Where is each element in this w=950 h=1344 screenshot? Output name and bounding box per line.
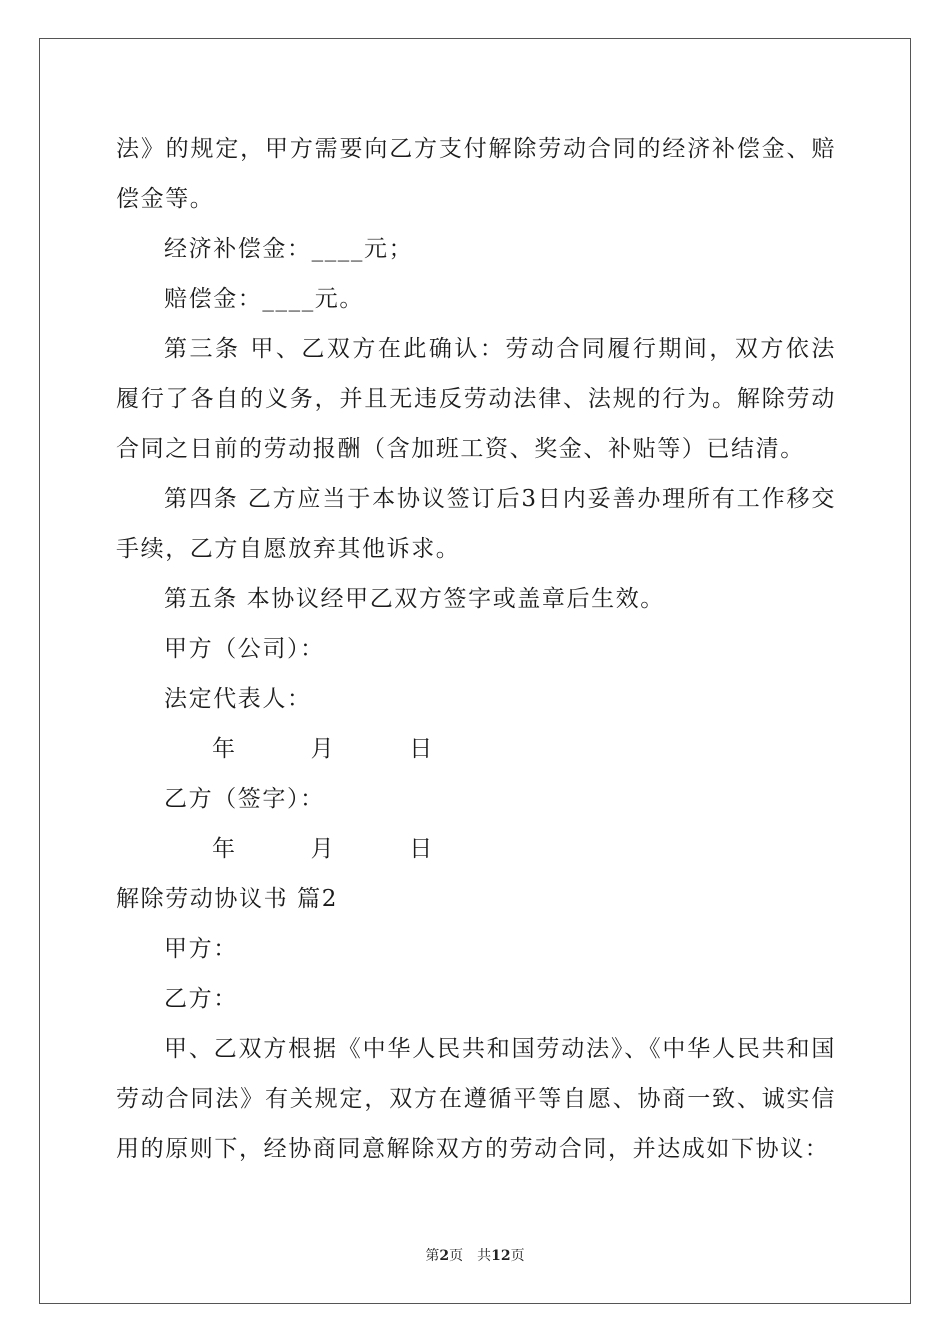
- date-line-party-a: [116, 724, 836, 774]
- date-day-label: 日: [409, 736, 434, 762]
- party-b-label: 乙方：: [164, 986, 238, 1012]
- article-4: 第四条 乙方应当于本协议签订后3日内妥善办理所有工作移交手续，乙方自愿放弃其他诉求。: [116, 486, 836, 562]
- legal-representative-signature: 法定代表人：: [164, 686, 312, 712]
- date-day-label: 日: [409, 836, 434, 862]
- section-heading: 解除劳动协议书 篇2: [116, 886, 338, 912]
- party-a-label: 甲方：: [164, 936, 238, 962]
- page-suffix: 页: [449, 1248, 464, 1264]
- date-year-label: 年: [212, 836, 237, 862]
- page-footer: [0, 1246, 950, 1266]
- total-prefix: 共: [477, 1248, 492, 1264]
- paragraph-compensation-clause: 法》的规定，甲方需要向乙方支付解除劳动合同的经济补偿金、赔偿金等。: [116, 136, 836, 212]
- agreement-preamble: 甲、乙双方根据《中华人民共和国劳动法》、《中华人民共和国劳动合同法》有关规定，双方在遵循平等自愿、协商一致、诚实信用的原则下，经协商同意解除双方的劳动合同，并达成如下协议：: [116, 1036, 836, 1162]
- page-prefix: 第: [425, 1248, 440, 1264]
- total-suffix: 页: [510, 1248, 525, 1264]
- party-b-signature: 乙方（签字）：: [164, 786, 325, 812]
- party-a-company-signature: 甲方（公司）：: [164, 636, 325, 662]
- page-current: 2: [439, 1248, 450, 1264]
- date-month-label: 月: [310, 836, 336, 862]
- date-year-label: 年: [212, 736, 237, 762]
- article-5: 第五条 本协议经甲乙双方签字或盖章后生效。: [164, 586, 665, 612]
- damages-line: 赔偿金：____元。: [164, 286, 364, 312]
- page-total: 12: [491, 1248, 511, 1264]
- document-body: [116, 124, 836, 1174]
- date-month-label: 月: [310, 736, 336, 762]
- date-line-party-b: [116, 824, 836, 874]
- article-3: 第三条 甲、乙双方在此确认：劳动合同履行期间，双方依法履行了各自的义务，并且无违反劳动法律、法规的行为。解除劳动合同之日前的劳动报酬（含加班工资、奖金、补贴等）已结清。: [116, 336, 836, 462]
- economic-compensation-line: 经济补偿金：____元；: [164, 236, 414, 262]
